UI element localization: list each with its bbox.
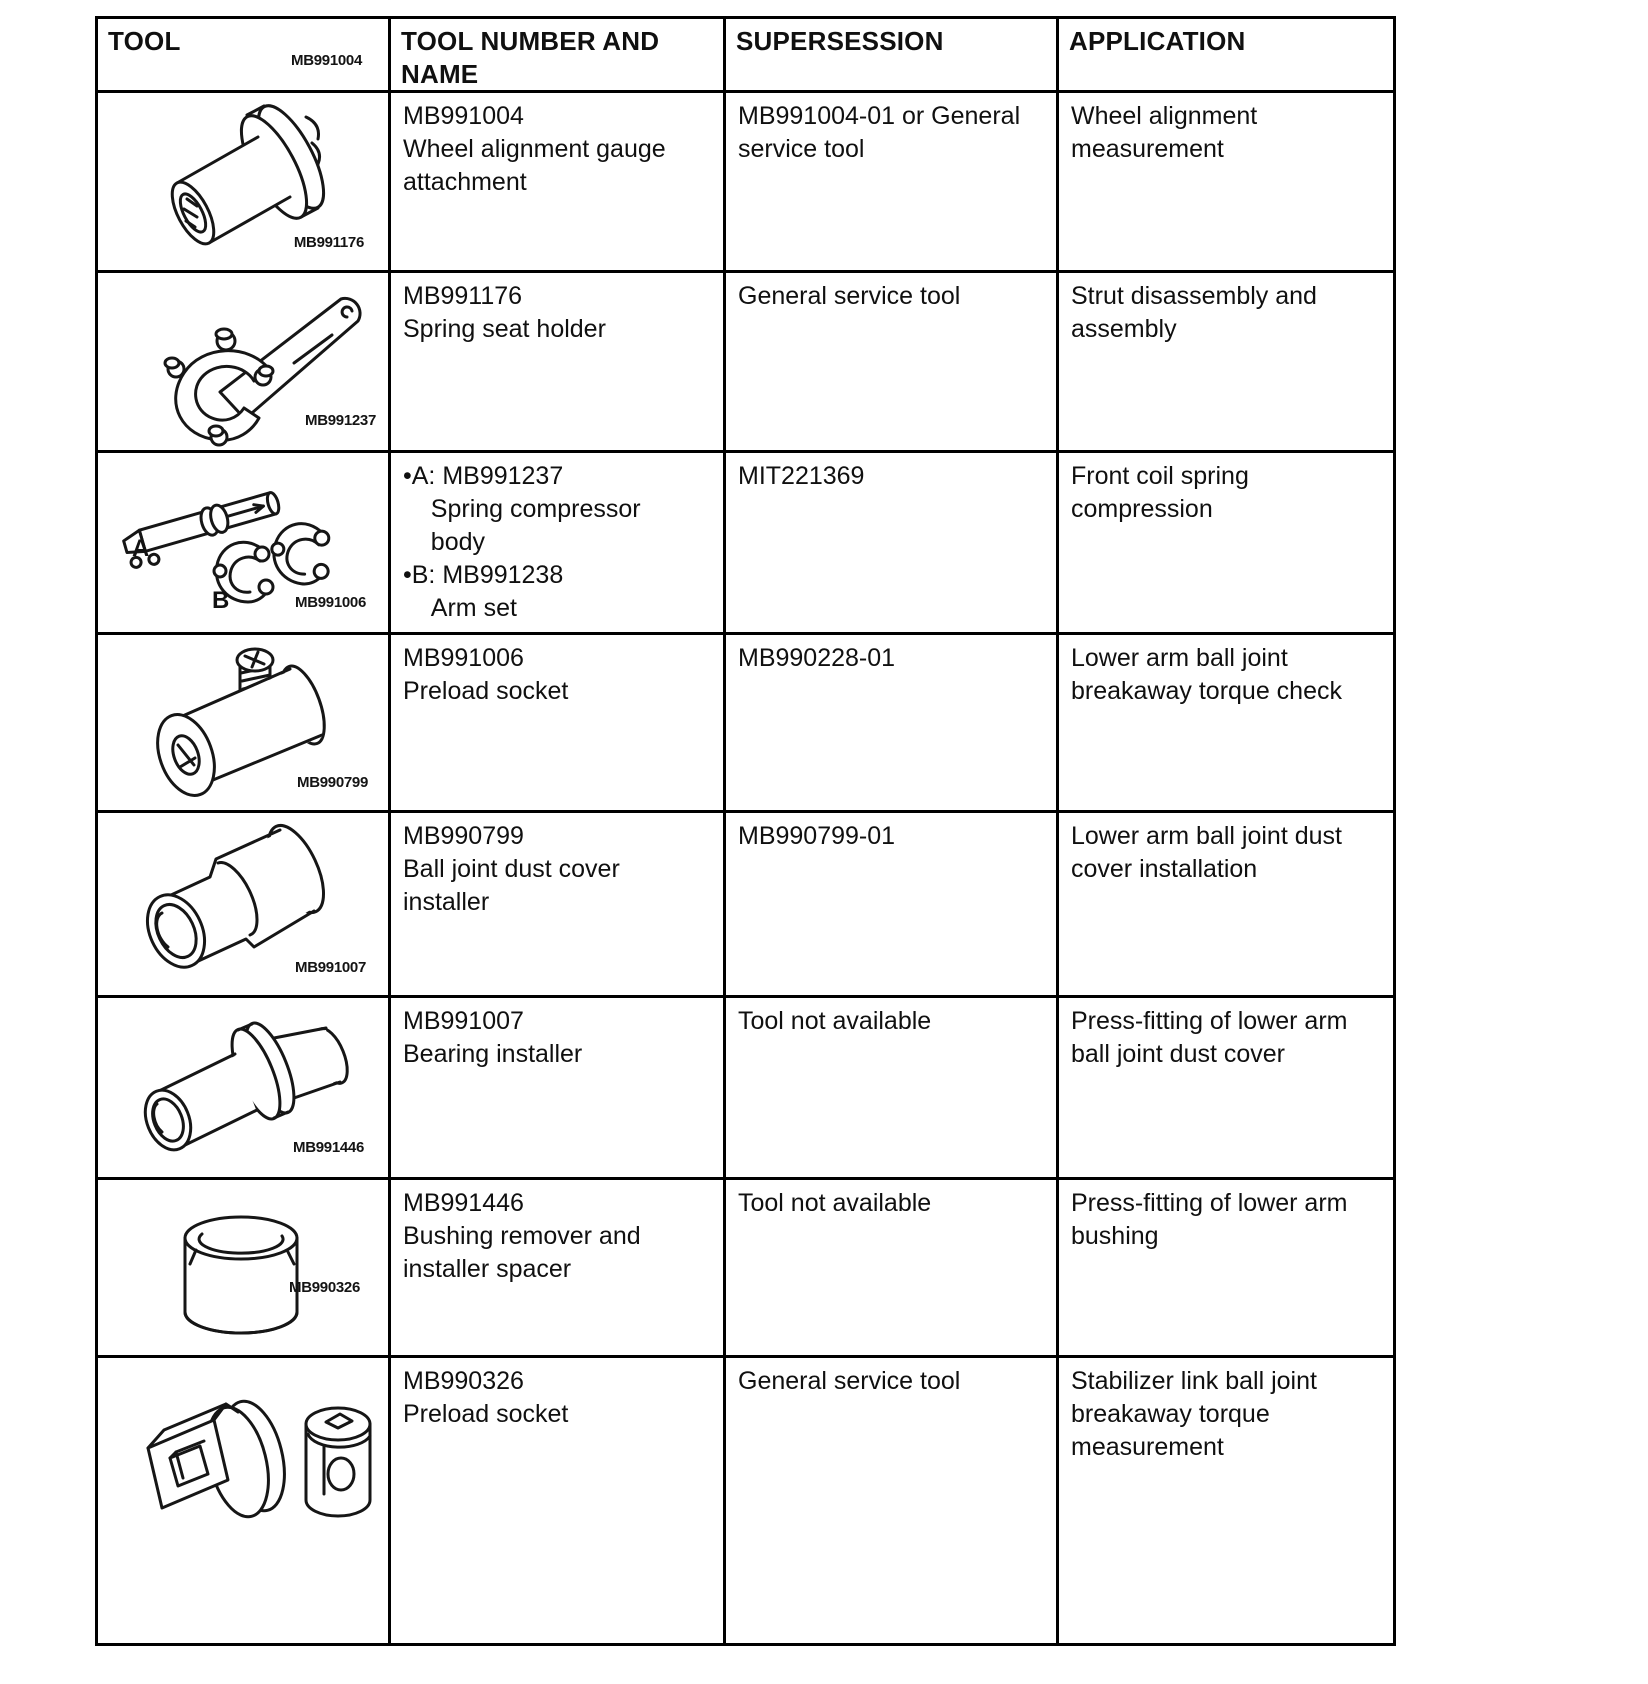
table-row: [97, 634, 1395, 812]
supersession: General service tool: [725, 1357, 1058, 1645]
application: Lower arm ball joint breakaway torque check: [1058, 634, 1395, 812]
table-row: [97, 272, 1395, 452]
table-row: [97, 997, 1395, 1179]
application: Front coil spring compression: [1058, 452, 1395, 634]
supersession: Tool not available: [725, 1179, 1058, 1357]
table-row: [97, 92, 1395, 272]
supersession: MB990799-01: [725, 812, 1058, 997]
tool-illustration-label: MB991446: [293, 1139, 364, 1156]
tool-number-name: MB991446 Bushing remover and installer spacer: [390, 1179, 725, 1357]
table-row: [97, 452, 1395, 634]
tool-illustration-label: MB990799: [297, 774, 368, 791]
application: Press-fitting of lower arm ball joint dust cover: [1058, 997, 1395, 1179]
col-header-tool-number-name: TOOL NUMBER AND NAME: [390, 18, 725, 92]
application: Lower arm ball joint dust cover installation: [1058, 812, 1395, 997]
application: Wheel alignment measurement: [1058, 92, 1395, 272]
tool-illustration-label: MB991176: [293, 234, 364, 251]
col-header-tool: TOOL: [97, 18, 390, 92]
bushing-remover-installer-spacer-icon: [98, 1180, 385, 1352]
tool-number-name: MB991176 Spring seat holder: [390, 272, 725, 452]
col-header-supersession: SUPERSESSION: [725, 18, 1058, 92]
tool-number-name: MB991004 Wheel alignment gauge attachment: [390, 92, 725, 272]
tool-number-name: MB990326 Preload socket: [390, 1357, 725, 1645]
tool-illustration-label: MB991004: [291, 52, 362, 69]
part-marker-a: A: [132, 535, 150, 562]
stabilizer-preload-socket-icon: [98, 1358, 385, 1640]
tool-illustration-label: MB990326: [289, 1279, 360, 1296]
supersession: MB991004-01 or General service tool: [725, 92, 1058, 272]
special-tools-page: [95, 16, 1396, 1646]
tool-illustration-label: MB991237: [305, 412, 376, 429]
application: Strut disassembly and assembly: [1058, 272, 1395, 452]
supersession: MB990228-01: [725, 634, 1058, 812]
col-header-application: APPLICATION: [1058, 18, 1395, 92]
part-marker-b: B: [212, 587, 230, 614]
table-row: [97, 1179, 1395, 1357]
special-tools-table: [95, 16, 1396, 1646]
supersession: Tool not available: [725, 997, 1058, 1179]
tool-illustration-label: MB991006: [295, 594, 366, 611]
table-row: [97, 812, 1395, 997]
application: Stabilizer link ball joint breakaway torque measurement: [1058, 1357, 1395, 1645]
supersession: MIT221369: [725, 452, 1058, 634]
tool-number-name: •A: MB991237 Spring compressor body •B: MB991238 Arm set: [390, 452, 725, 634]
tool-number-name: MB991006 Preload socket: [390, 634, 725, 812]
application: Press-fitting of lower arm bushing: [1058, 1179, 1395, 1357]
tool-illustration-label: MB991007: [295, 959, 366, 976]
tool-number-name: MB990799 Ball joint dust cover installer: [390, 812, 725, 997]
table-row: [97, 1357, 1395, 1645]
tool-number-name: MB991007 Bearing installer: [390, 997, 725, 1179]
supersession: General service tool: [725, 272, 1058, 452]
